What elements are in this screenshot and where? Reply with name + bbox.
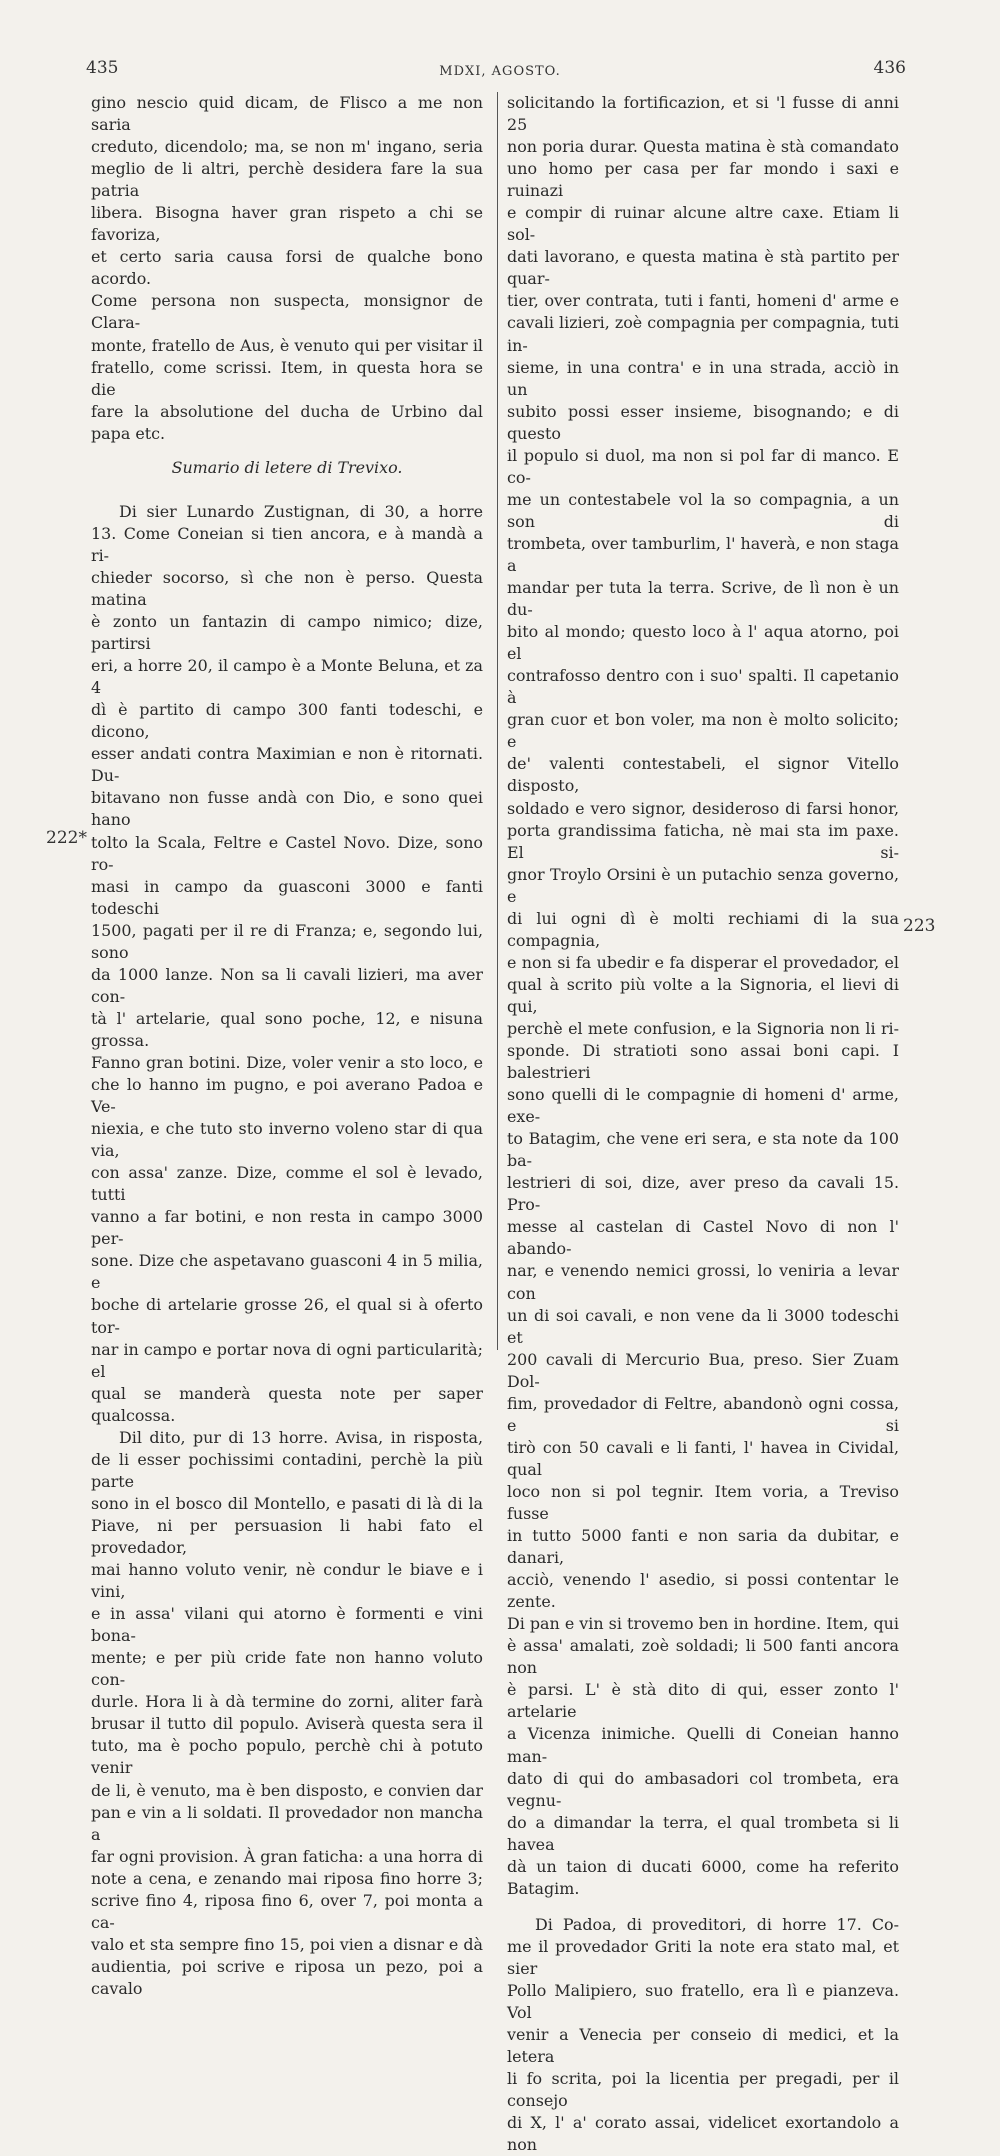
text-line: tuto, ma è pocho populo, perchè chi à potuto venir — [91, 1736, 483, 1778]
text-line: tier, over contrata, tuti i fanti, homeni d' arme e — [507, 291, 899, 311]
text-line: cavali lizieri, zoè compagnia per compagnia, tuti in- — [507, 313, 899, 355]
text-line: e in assa' vilani qui atorno è formenti e vini bona- — [91, 1604, 483, 1646]
text-line: chieder socorso, sì che non è perso. Questa matina — [91, 567, 483, 609]
text-line: di X, l' a' corato assai, videlicet exortandolo a non — [507, 2113, 899, 2155]
text-line: sone. Dize che aspetavano guasconi 4 in 5 milia, e — [91, 1251, 483, 1293]
text-line: far ogni provision. À gran faticha: a una horra di — [91, 1846, 483, 1866]
text-line: audientia, poi scrive e riposa un pezo, poi a cavalo — [91, 1956, 483, 1998]
text-line: soldado e vero signor, desideroso di farsi honor, — [507, 798, 899, 818]
text-line: da 1000 lanze. Non sa li cavali lizieri, ma aver con- — [91, 964, 483, 1006]
page-number-left: 435 — [86, 58, 119, 78]
text-line: mandar per tuta la terra. Scrive, de lì non è un du- — [507, 578, 899, 620]
text-line: loco non si pol tegnir. Item voria, a Treviso fusse — [507, 1481, 899, 1523]
text-line: me il provedador Griti la note era stato mal, et sier — [507, 1936, 899, 1978]
text-line: sono in el bosco dil Montello, e pasati di là di la — [91, 1493, 483, 1513]
text-line: eri, a horre 20, il campo è a Monte Beluna, et za 4 — [91, 656, 483, 698]
text-line: me un contestabele vol la so compagnia, a un son di — [507, 489, 899, 531]
margin-note-left: 222* — [46, 828, 87, 848]
text-line: pan e vin a li soldati. Il provedador non mancha a — [91, 1802, 483, 1844]
text-line: nar, e venendo nemici grossi, lo veniria a levar con — [507, 1261, 899, 1303]
text-line: do a dimandar la terra, el qual trombeta si li havea — [507, 1812, 899, 1854]
text-line: niexia, e che tuto sto inverno voleno star di qua via, — [91, 1119, 483, 1161]
margin-note-right: 223 — [903, 916, 936, 936]
text-line: mente; e per più cride fate non hanno voluto con- — [91, 1648, 483, 1690]
text-line: de' valenti contestabeli, el signor Vitello disposto, — [507, 754, 899, 796]
text-line: che lo hanno im pugno, e poi averano Padoa e Ve- — [91, 1075, 483, 1117]
text-line: Sumario di letere di Trevixo. — [171, 457, 403, 477]
text-line: mai hanno voluto venir, nè condur le biave e i vini, — [91, 1560, 483, 1602]
text-line: li fo scrita, poi la licentia per pregadi, per il consejo — [507, 2069, 899, 2111]
text-line: solicitando la fortificazion, et si 'l fusse di anni 25 — [507, 93, 899, 135]
text-line: un di soi cavali, e non vene da li 3000 todeschi et — [507, 1305, 899, 1347]
text-line: gran cuor et bon voler, ma non è molto solicito; e — [507, 710, 899, 752]
text-line: venir a Venecia per conseio di medici, et la letera — [507, 2025, 899, 2067]
text-line: acciò, venendo l' asedio, si possi contentar le zente. — [507, 1570, 899, 1612]
text-line: lestrieri di soi, dize, aver preso da cavali 15. Pro- — [507, 1173, 899, 1215]
text-line: tolto la Scala, Feltre e Castel Novo. Dize, sono ro- — [91, 832, 483, 874]
text-line: note a cena, e zenando mai riposa fino horre 3; — [91, 1868, 483, 1888]
text-line: a Vicenza inimiche. Quelli di Coneian hanno man- — [507, 1724, 899, 1766]
text-line: Di sier Lunardo Zustignan, di 30, a horre — [119, 501, 483, 521]
text-line: fratello, come scrissi. Item, in questa hora se die — [91, 357, 483, 399]
text-line: nar in campo e portar nova di ogni particularità; el — [91, 1339, 483, 1381]
text-line: scrive fino 4, riposa fino 6, over 7, poi monta a ca- — [91, 1890, 483, 1932]
text-line: trombeta, over tamburlim, l' haverà, e non staga a — [507, 533, 899, 575]
text-line: fim, provedador di Feltre, abandonò ogni cossa, e si — [507, 1393, 899, 1435]
text-line: boche di artelarie grosse 26, el qual si à oferto tor- — [91, 1295, 483, 1337]
text-line: 1500, pagati per il re di Franza; e, segondo lui, sono — [91, 920, 483, 962]
text-line: Di Padoa, di proveditori, di horre 17. Co- — [535, 1914, 899, 1934]
text-line: messe al castelan di Castel Novo di non l' abando- — [507, 1217, 899, 1259]
running-title: MDXI, AGOSTO. — [439, 64, 561, 79]
text-line: qual à scrito più volte a la Signoria, el lievi di qui, — [507, 974, 899, 1016]
text-line: qual se manderà questa note per saper qualcossa. — [91, 1383, 483, 1425]
text-line: sono quelli di le compagnie di homeni d' arme, exe- — [507, 1085, 899, 1127]
right-column — [507, 92, 899, 2156]
text-line: libera. Bisogna haver gran rispeto a chi se favoriza, — [91, 203, 483, 245]
text-line: subito possi esser insieme, bisognando; e di questo — [507, 401, 899, 443]
text-line: Pollo Malipiero, suo fratello, era lì e pianzeva. Vol — [507, 1980, 899, 2023]
column-divider — [497, 92, 498, 1350]
text-line: è parsi. L' è stà dito di qui, esser zonto l' artelarie — [507, 1680, 899, 1722]
text-line: Come persona non suspecta, monsignor de Clara- — [91, 291, 483, 333]
text-line: de li, è venuto, ma è ben disposto, e convien dar — [91, 1780, 483, 1800]
text-line: et certo saria causa forsi de qualche bono acordo. — [91, 247, 483, 289]
text-line: il populo si duol, ma non si pol far di manco. E co- — [507, 445, 899, 487]
text-line: to Batagim, che vene eri sera, e sta note da 100 ba- — [507, 1129, 899, 1171]
text-line: e non si fa ubedir e fa disperar el provedador, el — [507, 952, 899, 972]
text-line: 200 cavali di Mercurio Bua, preso. Sier Zuam Dol- — [507, 1349, 899, 1391]
text-line: uno homo per casa per far mondo i saxi e ruinazi — [507, 159, 899, 201]
text-line: dì è partito di campo 300 fanti todeschi, e dicono, — [91, 700, 483, 742]
text-line: e compir di ruinar alcune altre caxe. Etiam li sol- — [507, 203, 899, 245]
text-line: con assa' zanze. Dize, comme el sol è levado, tutti — [91, 1163, 483, 1205]
text-line: esser andati contra Maximian e non è ritornati. Du- — [91, 744, 483, 786]
text-line: tirò con 50 cavali e li fanti, l' havea in Cividal, qual — [507, 1437, 899, 1479]
text-line: vanno a far botini, e non resta in campo 3000 per- — [91, 1207, 483, 1249]
text-line: fare la absolutione del ducha de Urbino dal papa etc. — [91, 401, 483, 443]
text-line: valo et sta sempre fino 15, poi vien a disnar e dà — [91, 1934, 483, 1954]
text-line: perchè el mete confusion, e la Signoria non li ri- — [507, 1018, 899, 1038]
text-line: bito al mondo; questo loco à l' aqua atorno, poi el — [507, 622, 899, 664]
text-line: in tutto 5000 fanti e non saria da dubitar, e danari, — [507, 1526, 899, 1568]
text-line: dà un taion di ducati 6000, come ha referito Batagim. — [507, 1856, 899, 1898]
text-line: creduto, dicendolo; ma, se non m' ingano, seria — [91, 137, 483, 157]
text-line: Di pan e vin si trovemo ben in hordine. Item, qui — [507, 1614, 899, 1634]
text-line: monte, fratello de Aus, è venuto qui per visitar il — [91, 335, 483, 355]
text-line: de li esser pochissimi contadini, perchè la più parte — [91, 1449, 483, 1491]
text-line: brusar il tutto dil populo. Aviserà questa sera il — [91, 1714, 483, 1734]
left-column — [91, 92, 483, 2000]
text-line: contrafosso dentro con i suo' spalti. Il capetanio à — [507, 666, 899, 708]
text-line: 13. Come Coneian si tien ancora, e à mandà a ri- — [91, 523, 483, 565]
text-line: è assa' amalati, zoè soldadi; li 500 fanti ancora non — [507, 1636, 899, 1678]
text-line: bitavano non fusse andà con Dio, e sono quei hano — [91, 788, 483, 830]
text-line: Dil dito, pur di 13 horre. Avisa, in risposta, — [119, 1427, 483, 1447]
text-line: è zonto un fantazin di campo nimico; dize, partirsi — [91, 612, 483, 654]
text-line: dato di qui do ambasadori col trombeta, era vegnu- — [507, 1768, 899, 1810]
text-line: tà l' artelarie, qual sono poche, 12, e nisuna grossa. — [91, 1008, 483, 1050]
text-line: sponde. Di stratioti sono assai boni capi. I balestrieri — [507, 1041, 899, 1083]
text-line: sieme, in una contra' e in una strada, acciò in un — [507, 357, 899, 399]
text-line: gnor Troylo Orsini è un putachio senza governo, e — [507, 864, 899, 906]
text-line: di lui ogni dì è molti rechiami di la sua compagnia, — [507, 908, 899, 950]
text-line: non poria durar. Questa matina è stà comandato — [507, 137, 899, 157]
text-line: masi in campo da guasconi 3000 e fanti todeschi — [91, 876, 483, 918]
text-line: porta grandissima faticha, nè mai sta im paxe. El si- — [507, 820, 899, 862]
text-line: meglio de li altri, perchè desidera fare la sua patria — [91, 159, 483, 201]
text-line: gino nescio quid dicam, de Flisco a me non saria — [91, 93, 483, 135]
text-line: Fanno gran botini. Dize, voler venir a sto loco, e — [91, 1052, 483, 1072]
text-line: dati lavorano, e questa matina è stà partito per quar- — [507, 247, 899, 289]
page-number-right: 436 — [873, 58, 906, 78]
text-line: Piave, ni per persuasion li habi fato el provedador, — [91, 1515, 483, 1557]
text-line: durle. Hora li à dà termine do zorni, aliter farà — [91, 1692, 483, 1712]
